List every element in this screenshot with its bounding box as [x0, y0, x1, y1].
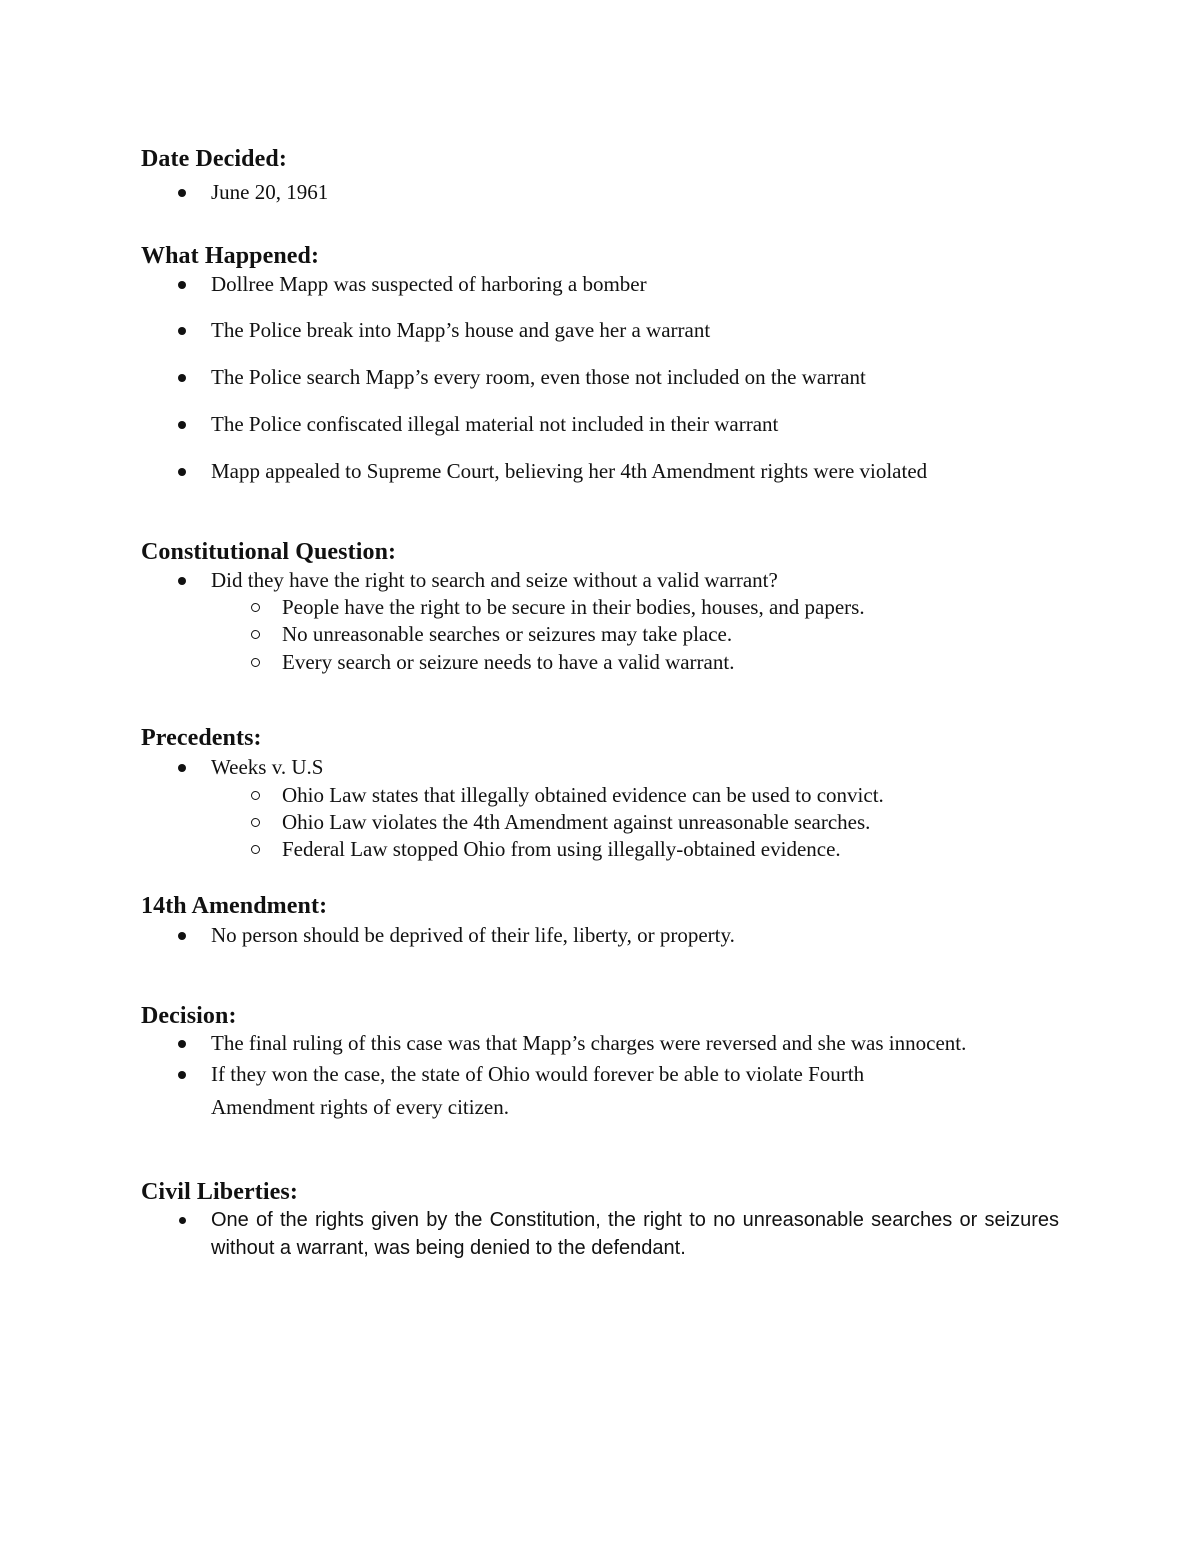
- sub-list-item-text: Every search or seizure needs to have a valid warrant.: [282, 650, 735, 674]
- list-item-text: The final ruling of this case was that Mapp’s charges were reversed and she was innocent.: [211, 1031, 967, 1055]
- list-item: [211, 1058, 971, 1124]
- list-item-text: June 20, 1961: [211, 180, 329, 204]
- section-heading-what-happened: What Happened:: [141, 243, 320, 269]
- sub-list-item-text: No unreasonable searches or seizures may take place.: [282, 622, 733, 646]
- sub-list-item-text: Ohio Law states that illegally obtained evidence can be used to convict.: [282, 783, 884, 807]
- sub-list-item: [282, 650, 734, 675]
- sub-list-item-text: Ohio Law violates the 4th Amendment against unreasonable searches.: [282, 810, 871, 834]
- list-item-text: Dollree Mapp was suspected of harboring a bomber: [211, 272, 647, 296]
- bullet-icon: [178, 327, 186, 335]
- section-heading-decision: Decision:: [141, 1003, 237, 1029]
- list-item-text: The Police break into Mapp’s house and gave her a warrant: [211, 318, 711, 342]
- list-item: [211, 923, 735, 948]
- bullet-icon: [178, 577, 186, 585]
- list-item-text: Weeks v. U.S: [211, 755, 324, 779]
- list-item: [211, 365, 866, 390]
- list-item-text: The Police confiscated illegal material not included in their warrant: [211, 412, 779, 436]
- list-item-text: If they won the case, the state of Ohio would forever be able to violate Fourth Amendment rights of every citizen.: [211, 1062, 865, 1119]
- bullet-icon: [178, 1071, 186, 1079]
- bullet-icon: [178, 189, 186, 197]
- list-item: [211, 412, 778, 437]
- sub-list-item-text: Federal Law stopped Ohio from using illegally-obtained evidence.: [282, 837, 841, 861]
- section-heading-civil-liberties: Civil Liberties:: [141, 1179, 298, 1205]
- circle-bullet-icon: [251, 630, 260, 639]
- list-item-text: Mapp appealed to Supreme Court, believing her 4th Amendment rights were violated: [211, 459, 928, 483]
- bullet-icon: [178, 1040, 186, 1048]
- sub-list-item: [282, 595, 865, 620]
- list-item-text: Did they have the right to search and seize without a valid warrant?: [211, 568, 778, 592]
- bullet-icon: [178, 281, 186, 289]
- list-item: [211, 1206, 1059, 1262]
- list-item: [211, 180, 328, 205]
- bullet-icon: [179, 1217, 186, 1224]
- list-item: [211, 318, 710, 343]
- circle-bullet-icon: [251, 791, 260, 800]
- section-heading-14th-amendment: 14th Amendment:: [141, 893, 328, 919]
- list-item: [211, 1031, 966, 1056]
- circle-bullet-icon: [251, 658, 260, 667]
- list-item: [211, 459, 927, 484]
- bullet-icon: [178, 932, 186, 940]
- list-item-text: One of the rights given by the Constitution, the right to no unreasonable searches or seizures without a warrant, was being denied to the defendant.: [211, 1209, 1059, 1259]
- section-heading-precedents: Precedents:: [141, 725, 262, 751]
- sub-list-item: [282, 622, 732, 647]
- bullet-icon: [178, 764, 186, 772]
- circle-bullet-icon: [251, 818, 260, 827]
- list-item: [211, 755, 323, 780]
- circle-bullet-icon: [251, 603, 260, 612]
- sub-list-item: [282, 837, 841, 862]
- bullet-icon: [178, 421, 186, 429]
- sub-list-item: [282, 783, 884, 808]
- sub-list-item: [282, 810, 870, 835]
- section-heading-date-decided: Date Decided:: [141, 146, 287, 172]
- section-heading-constitutional-question: Constitutional Question:: [141, 539, 397, 565]
- bullet-icon: [178, 374, 186, 382]
- list-item-text: No person should be deprived of their life, liberty, or property.: [211, 923, 735, 947]
- bullet-icon: [178, 468, 186, 476]
- list-item-text: The Police search Mapp’s every room, even those not included on the warrant: [211, 365, 866, 389]
- sub-list-item-text: People have the right to be secure in their bodies, houses, and papers.: [282, 595, 865, 619]
- list-item: [211, 272, 647, 297]
- circle-bullet-icon: [251, 845, 260, 854]
- list-item: [211, 568, 778, 593]
